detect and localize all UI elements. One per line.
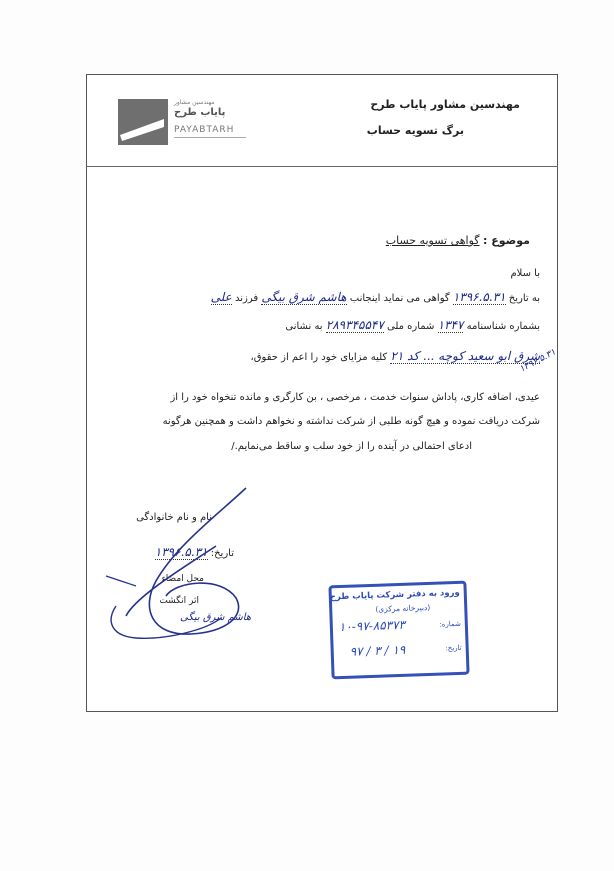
signature-text: هاشم شرق بیگی: [180, 612, 252, 623]
sign-date-label: تاریخ:: [210, 548, 234, 559]
id-number-label: بشماره شناسنامه: [466, 321, 540, 332]
signature-label: محل امضاء: [161, 574, 204, 584]
thumbprint-label: اثر انگشت: [159, 596, 199, 606]
logo-fa-small: مهندسین مشاور: [174, 99, 215, 106]
logo-fa-name: پایاب طرح: [174, 107, 226, 118]
national-id-label: شماره ملی: [386, 321, 435, 332]
body-line-3: [251, 349, 540, 364]
subject-line: [386, 234, 530, 247]
sign-date-value: ۱۳۹۶.۵.۳۱: [154, 545, 208, 559]
stamp-subtitle: (دبیرخانه مرکزی): [375, 602, 431, 614]
son-of-label: فرزند: [234, 293, 259, 304]
id-number-value: ۱۳۴۷: [437, 318, 464, 332]
greeting: با سلام: [510, 268, 540, 279]
date-label: به تاریخ: [508, 293, 540, 304]
stamp-number-label: شماره:: [439, 619, 461, 629]
company-name: مهندسین مشاور پایاب طرح: [370, 98, 520, 111]
stamp-date-value: ۹۷ / ۳ / ۱۹: [349, 642, 406, 659]
date-value: ۱۳۹۶.۵.۳۱: [452, 290, 506, 304]
national-id-value: ۲۸۹۳۴۵۵۴۷: [325, 318, 384, 332]
address-label: به نشانی: [285, 321, 323, 332]
name-label: نام و نام خانوادگی: [136, 512, 212, 523]
form-title: برگ تسویه حساب: [366, 124, 464, 137]
certify-text: گواهی می نماید اینجانب: [349, 293, 450, 304]
body-line-2: [285, 318, 540, 333]
stamp-title: ورود به دفتر شرکت پایاب طرح: [329, 587, 460, 603]
company-logo: [118, 99, 258, 149]
body-line-5: شرکت دریافت نموده و هیچ گونه طلبی از شرکت نداشته و نخواهم داشت و همچنین هرگونه: [162, 416, 540, 427]
stamp-number-value: ۱۰-۹۷-۸۵۳۷۳: [338, 617, 406, 635]
logo-rule: [174, 137, 246, 138]
logo-en-name: PAYABTARH: [174, 125, 235, 135]
margin-note: ۱۳۹۶.۵.۳۱: [518, 347, 558, 375]
subject-label: موضوع :: [483, 234, 530, 247]
subject-value: گواهی تسویه حساب: [385, 234, 480, 247]
header-divider: [86, 166, 558, 167]
stamp-date-label: تاریخ:: [445, 643, 462, 653]
signature-scribble: [96, 486, 266, 646]
body-line-6: ادعای احتمالی در آینده را از خود سلب و ساقط می‌نمایم./: [231, 441, 472, 452]
receipt-stamp: [328, 581, 469, 680]
father-name: علی: [210, 290, 232, 304]
address-value: شرق ابو سعید کوچه ... کد ۲۱: [390, 349, 540, 363]
body-line-4: عیدی، اضافه کاری، پاداش سنوات خدمت ، مرخصی ، بن کارگری و مانده تنخواه خود را از: [170, 392, 540, 403]
benefits-text: کلیه مزایای خود را اعم از حقوق،: [250, 352, 388, 363]
person-name: هاشم شرق بیگی: [261, 290, 347, 304]
logo-mark-icon: [118, 99, 168, 145]
body-line-1: [211, 290, 540, 305]
